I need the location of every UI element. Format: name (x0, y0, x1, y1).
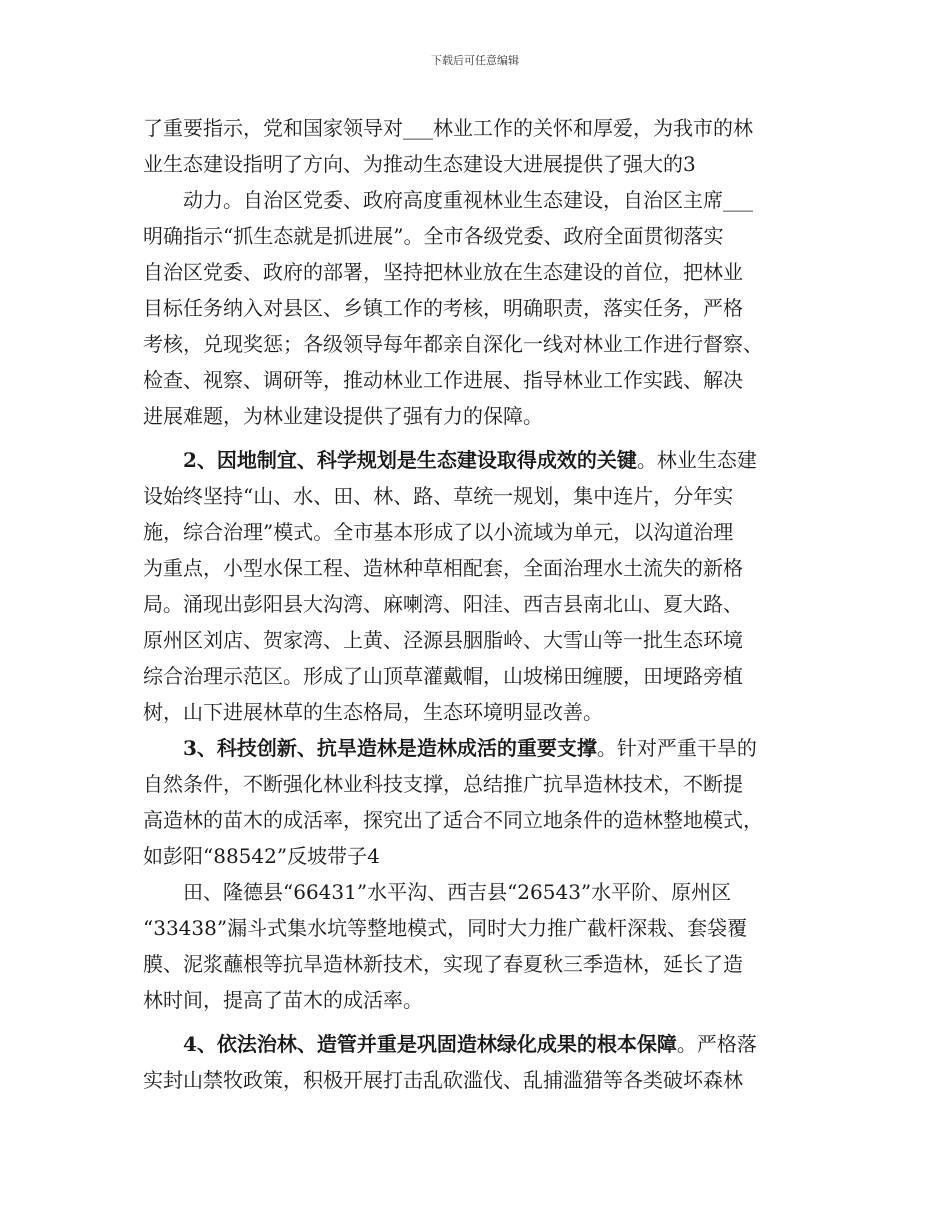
text-run: 动力。自治区党委、政府高度重视林业生态建设，自治区主席___ (183, 188, 753, 212)
text-run: 原州区刘店、贺家湾、上黄、泾源县胭脂岭、大雪山等一批生态环境 (143, 628, 743, 652)
section-heading-line (143, 442, 823, 478)
text-run: 。林业生态建 (636, 448, 757, 472)
text-run: 设始终坚持“山、水、田、林、路、草统一规划，集中连片，分年实 (143, 484, 734, 508)
text-run: “33438”漏斗式集水坑等整地模式，同时大力推广截杆深栽、套袋覆 (143, 916, 748, 940)
text-run: 检查、视察、调研等，推动林业工作进展、指导林业工作实践、解决 (143, 368, 743, 392)
text-run: 。严格落 (676, 1032, 757, 1056)
text-line (143, 362, 823, 398)
text-run: 。针对严重干旱的 (596, 736, 757, 760)
text-line (143, 838, 823, 874)
text-line (143, 514, 823, 550)
text-line (143, 326, 823, 362)
document-body (143, 110, 823, 1098)
text-line (143, 1062, 823, 1098)
text-run: 施，综合治理”模式。全市基本形成了以小流域为单元，以沟道治理 (143, 520, 734, 544)
text-run: 树，山下进展林草的生态格局，生态环境明显改善。 (143, 700, 603, 724)
text-run: 业生态建设指明了方向、为推动生态建设大进展提供了强大的3 (143, 152, 696, 176)
text-line (143, 398, 823, 434)
text-line (143, 290, 823, 326)
text-line (143, 910, 823, 946)
text-run: 综合治理示范区。形成了山顶草灌戴帽，山坡梯田缠腰，田埂路旁植 (143, 664, 743, 688)
text-line (143, 946, 823, 982)
text-line (143, 478, 823, 514)
text-line (143, 982, 823, 1018)
text-line (143, 802, 823, 838)
text-run: 自治区党委、政府的部署，坚持把林业放在生态建设的首位，把林业 (143, 260, 743, 284)
page-header: 下载后可任意编辑 (431, 54, 519, 67)
text-run: 进展难题，为林业建设提供了强有力的保障。 (143, 404, 543, 428)
text-line (143, 218, 823, 254)
text-run: 目标任务纳入对县区、乡镇工作的考核，明确职责，落实任务，严格 (143, 296, 743, 320)
text-run: 林时间，提高了苗木的成活率。 (143, 988, 423, 1012)
text-run: 局。涌现出彭阳县大沟湾、麻喇湾、阳洼、西吉县南北山、夏大路、 (143, 592, 743, 616)
text-run: 了重要指示，党和国家领导对___林业工作的关怀和厚爱，为我市的林 (143, 116, 753, 140)
text-line (143, 110, 823, 146)
text-line (143, 146, 823, 182)
section-heading: 3、科技创新、抗旱造林是造林成活的重要支撑 (183, 736, 597, 760)
text-line (143, 694, 823, 730)
section-heading: 2、因地制宜、科学规划是生态建设取得成效的关键 (183, 448, 637, 472)
text-line (143, 550, 823, 586)
text-run: 考核，兑现奖惩；各级领导每年都亲自深化一线对林业工作进行督察、 (143, 332, 763, 356)
text-line (143, 622, 823, 658)
text-run: 自然条件，不断强化林业科技支撑，总结推广抗旱造林技术，不断提 (143, 772, 743, 796)
section-heading-line (143, 1026, 823, 1062)
section-heading: 4、依法治林、造管并重是巩固造林绿化成果的根本保障 (183, 1032, 677, 1056)
section-heading-line (143, 730, 823, 766)
text-run: 膜、泥浆蘸根等抗旱造林新技术，实现了春夏秋三季造林，延长了造 (143, 952, 743, 976)
text-run: 实封山禁牧政策，积极开展打击乱砍滥伐、乱捕滥猎等各类破坏森林 (143, 1068, 743, 1092)
text-line (143, 182, 823, 218)
text-line (143, 658, 823, 694)
text-run: 高造林的苗木的成活率，探究出了适合不同立地条件的造林整地模式， (143, 808, 763, 832)
text-run: 田、隆德县“66431”水平沟、西吉县“26543”水平阶、原州区 (183, 880, 732, 904)
text-run: 为重点，小型水保工程、造林种草相配套，全面治理水土流失的新格 (143, 556, 743, 580)
text-line (143, 254, 823, 290)
text-run: 明确指示“抓生态就是抓进展”。全市各级党委、政府全面贯彻落实 (143, 224, 724, 248)
text-line (143, 874, 823, 910)
text-run: 如彭阳“88542”反坡带子4 (143, 844, 380, 868)
text-line (143, 766, 823, 802)
text-line (143, 586, 823, 622)
